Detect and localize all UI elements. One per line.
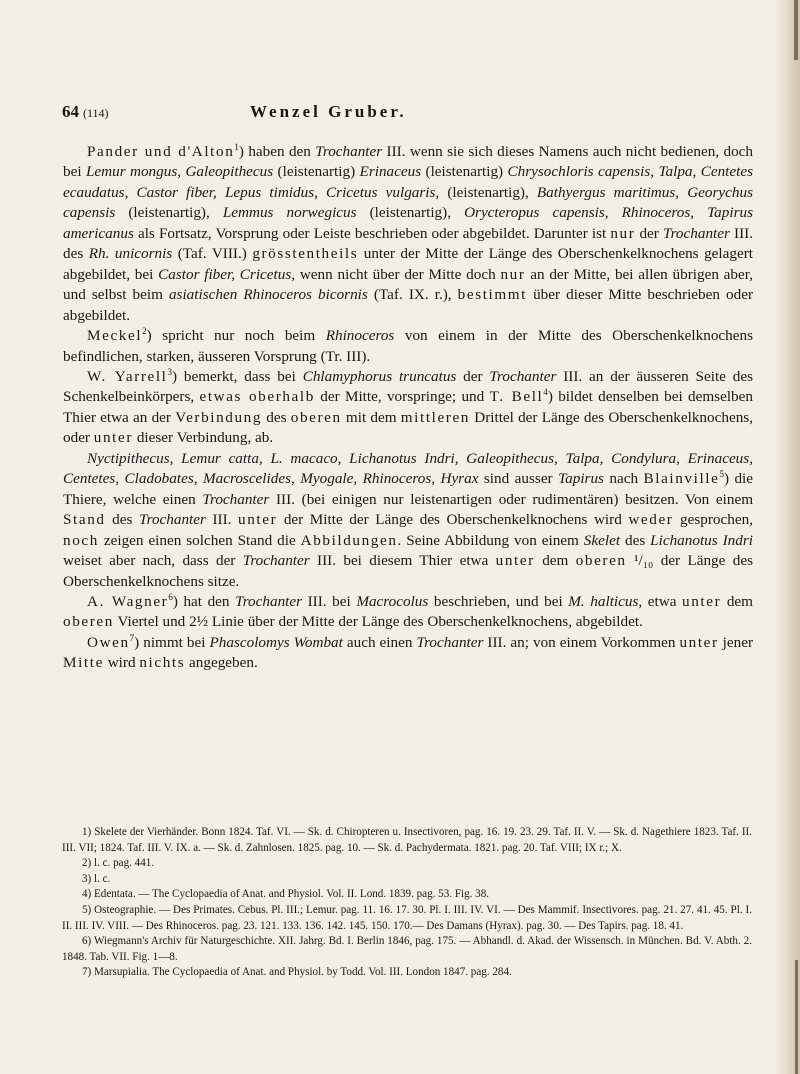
italic-term: Trochanter xyxy=(242,552,310,570)
text-run: angegeben. xyxy=(185,654,258,672)
text-run: des xyxy=(105,511,139,529)
text-run: oberen xyxy=(63,613,114,631)
text-run: des xyxy=(620,531,651,549)
footnote-ref: 3 xyxy=(167,366,172,377)
text-run: nur xyxy=(500,265,526,283)
text-run: Drittel der Länge des Oberschenkelknochens, oder xyxy=(63,408,753,447)
italic-term: Trochanter xyxy=(202,490,270,508)
text-run: Owen xyxy=(87,633,130,651)
footnote: 4) Edentata. — The Cyclopaedia of Anat. and Physiol. Vol. II. Lond. 1839. pag. 53. Fig. 38. xyxy=(82,888,490,901)
text-run: A. Wagner xyxy=(87,592,169,610)
italic-term: Lemmus norwegicus xyxy=(222,204,357,222)
text-run: Verbindung xyxy=(175,408,263,426)
text-run: Mitte xyxy=(63,654,104,672)
page-sub-number: (114) xyxy=(83,106,109,120)
text-run: unter xyxy=(679,633,719,651)
text-run: III. wenn sie sich dieses Namens auch nicht bedienen, doch bei xyxy=(63,143,754,181)
text-run: unter xyxy=(238,511,278,529)
binding-shadow xyxy=(794,0,798,60)
body-paragraph xyxy=(63,367,753,449)
text-run: beschrieben, und bei xyxy=(428,592,569,610)
footnote-ref: 6 xyxy=(168,591,173,602)
text-run: unter xyxy=(93,429,134,447)
text-run: Pander und d'Alton xyxy=(87,143,235,160)
text-run: dem xyxy=(534,552,576,570)
italic-term: Chrysochloris capensis, Talpa, Centetes ecaudatus, Castor fiber, Lepus timidus, Cricetus vulgaris, xyxy=(63,163,753,201)
italic-term: Trochanter xyxy=(489,367,557,385)
italic-term: Tapirus xyxy=(558,470,604,488)
italic-term: Macrocolus xyxy=(356,592,429,610)
text-run: der Mitte, vorspringe; und xyxy=(314,388,490,406)
text-run: III. des xyxy=(63,224,753,263)
italic-term: Phascolomys Wombat xyxy=(209,633,343,651)
text-run: ) bemerkt, dass bei xyxy=(172,367,303,385)
footnote: 2) l. c. pag. 441. xyxy=(82,857,155,870)
text-run: (leistenartig) xyxy=(421,163,508,181)
text-run: der xyxy=(635,224,663,242)
footnote-ref: 7 xyxy=(129,632,135,643)
text-run: unter xyxy=(682,592,722,610)
text-run: zeigen einen solchen Stand die xyxy=(98,531,301,549)
text-run: auch einen xyxy=(342,633,417,651)
text-run: der xyxy=(456,367,490,385)
text-run: unter der Mitte der Länge des Oberschenkelknochens gelagert abgebildet, bei xyxy=(63,245,753,283)
body-paragraph xyxy=(63,633,753,674)
italic-term: Trochanter xyxy=(662,224,730,242)
italic-term: Orycteropus capensis, Rhinoceros, Tapirus americanus xyxy=(63,204,753,242)
text-run: oberen xyxy=(290,408,342,426)
text-run: (leistenartig), xyxy=(115,204,223,222)
text-run: (leistenartig), xyxy=(356,204,465,222)
text-run: an der Mitte, bei allen übrigen aber, und selbst beim xyxy=(63,265,753,304)
text-run: nach xyxy=(603,470,644,488)
text-run: III. bei diesem Thier etwa xyxy=(309,552,496,570)
italic-term: Trochanter xyxy=(315,143,383,160)
text-run: ) haben den xyxy=(238,143,316,160)
text-run: jener xyxy=(718,633,754,651)
footnote: 1) Skelete der Vierhänder. Bonn 1824. Taf. VI. — Sk. d. Chiropteren u. Insectivoren, pag. 16. 19. 23. 29. Taf. II. V. — Sk. d. Nagethiere 1823. Taf. II. III. VII; 1824. Taf. III. V. IX. a. — Sk. d. Zahnlosen. 1825. pag. 10. — Sk. d. Pachydermata. 1821. pag. 20. Taf. VIII; IX r.; X. xyxy=(62,826,752,854)
text-run: (Taf. VIII.) xyxy=(172,245,253,263)
binding-shadow-lower xyxy=(795,960,798,1074)
text-run: wenn nicht über der Mitte doch xyxy=(295,265,501,283)
italic-term: Trochanter xyxy=(235,592,303,610)
footnote-ref: 4 xyxy=(543,387,548,398)
footnote: 3) l. c. xyxy=(82,872,111,885)
text-run: ) hat den xyxy=(172,592,236,610)
italic-term: asiatischen Rhinoceros bicornis xyxy=(168,286,368,304)
text-run: mittleren xyxy=(400,408,470,426)
body-paragraph xyxy=(63,449,753,592)
text-run: der Mitte der Länge des Oberschenkelknochens wird xyxy=(277,511,629,529)
page-header xyxy=(62,102,752,126)
text-run: gesprochen, xyxy=(673,511,753,529)
page-number: 64 (114) xyxy=(62,102,109,121)
text-run: ) nimmt bei xyxy=(134,633,210,651)
text-run: über dieser Mitte beschrieben oder abgebildet. xyxy=(63,286,754,324)
text-run: Viertel und 2½ Linie über der Mitte der Länge des Oberschenkelknochens, abgebildet. xyxy=(113,613,643,631)
italic-term: Rhinoceros xyxy=(325,327,395,345)
text-run: T. Bell xyxy=(489,388,544,406)
text-run: . Seine Abbildung von einem xyxy=(397,531,584,549)
italic-term: Bathyergus maritimus, Georychus capensis xyxy=(63,183,753,222)
text-run: als Fortsatz, Vorsprung oder Leiste beschrieben oder abgebildet. Darunter ist xyxy=(133,224,611,242)
text-run: dieser Verbindung, ab. xyxy=(133,429,274,447)
footnote-ref: 5 xyxy=(719,469,724,480)
text-run: (leistenartig) xyxy=(273,163,360,181)
italic-term: Nyctipithecus, Lemur catta, L. macaco, Lichanotus Indri, Galeopithecus, Talpa, Condylura, Erinaceus, Centetes, Cladobates, Macroscelides, Myogale, Rhinoceros, Hyrax xyxy=(63,449,753,488)
text-run: grösstentheils xyxy=(252,245,359,263)
footnote-ref: 1 xyxy=(234,141,239,152)
italic-term: Chlamyphorus truncatus xyxy=(302,367,457,385)
body-paragraph xyxy=(63,142,753,326)
text-run: nichts xyxy=(139,654,186,672)
text-run: etwas oberhalb xyxy=(199,388,315,406)
italic-term: Lemur mongus, Galeopithecus xyxy=(85,163,274,181)
text-run: dem xyxy=(721,592,753,610)
text-run: Blainville xyxy=(643,470,720,488)
text-run: Stand xyxy=(63,511,106,529)
text-run: von einem in der Mitte des Oberschenkelknochens befindlichen, starken, äusseren Vorsprung (Tr. III). xyxy=(63,327,753,365)
text-run: ) spricht nur noch beim xyxy=(146,327,326,345)
text-run: des xyxy=(262,408,291,426)
italic-term: M. halticus, xyxy=(568,592,643,610)
text-run: unter xyxy=(495,552,535,570)
italic-term: Lichanotus Indri xyxy=(650,531,753,549)
text-run: III. an der äusseren Seite des Schenkelbeinkörpers, xyxy=(63,367,753,406)
running-title: Wenzel Gruber. xyxy=(250,102,407,121)
footnote: 7) Marsupialia. The Cyclopaedia of Anat. and Physiol. by Todd. Vol. III. London 1847. pag. 284. xyxy=(82,966,512,979)
text-run: noch xyxy=(63,531,99,549)
text-run: ¹/₁₀ der Länge des Oberschenkelknochens sitze. xyxy=(63,552,753,590)
text-run: nur xyxy=(610,224,636,242)
italic-term: Rh. unicornis xyxy=(88,245,173,263)
text-run: III. bei xyxy=(302,592,357,610)
italic-term: Castor fiber, Cricetus, xyxy=(158,265,296,283)
page-binding-edge xyxy=(774,0,800,1074)
text-run: mit dem xyxy=(341,408,401,426)
body-paragraph xyxy=(63,326,753,367)
text-run: III. (bei einigen nur leistenartigen oder rudimentären) besitzen. Von einem xyxy=(269,490,754,508)
text-run: Abbildungen xyxy=(300,531,398,549)
footnote: 6) Wiegmann's Archiv für Naturgeschichte. XII. Jahrg. Bd. I. Berlin 1846, pag. 175. — Abhandl. d. Akad. der Wissensch. in München. Bd. V. Abth. 2. 1848. Tab. VII. Fig. 1—8. xyxy=(62,935,752,963)
footnote-ref: 2 xyxy=(142,326,147,337)
body-text xyxy=(63,142,753,674)
text-run: weder xyxy=(628,511,674,529)
text-run: (leistenartig), xyxy=(439,183,537,201)
body-paragraph xyxy=(63,592,753,633)
text-run: bestimmt xyxy=(457,286,528,304)
text-run: sind ausser xyxy=(478,470,559,488)
text-run: weiset aber nach, dass der xyxy=(63,552,243,570)
text-run: III. an; von einem Vorkommen xyxy=(483,633,680,651)
text-run: Meckel xyxy=(87,327,143,345)
text-run: III. xyxy=(205,511,239,529)
italic-term: Skelet xyxy=(583,531,621,549)
text-run: ) die Thiere, welche einen xyxy=(63,470,754,508)
text-run: wird xyxy=(103,654,140,672)
text-run: etwa xyxy=(642,592,683,610)
text-run: W. Yarrell xyxy=(87,367,168,385)
italic-term: Trochanter xyxy=(416,633,484,651)
text-run: oberen xyxy=(575,552,627,570)
text-run: (Taf. IX. r.), xyxy=(367,286,458,304)
footnote: 5) Osteographie. — Des Primates. Cebus. Pl. III.; Lemur. pag. 11. 16. 17. 30. Pl. I. III. IV. VI. — Des Mammif. Insectivores. pag. 21. 27. 41. 45. Pl. I. II. III. IV. VIII. — Des Rhinoceros. pag. 23. 121. 133. 136. 142. 145. 150. 170.— Des Damans (Hyrax). pag. 30. — Des Tapirs. pag. 18. 41. xyxy=(62,903,752,932)
footnotes xyxy=(62,825,752,981)
text-run: ) bildet denselben bei demselben Thier etwa an der xyxy=(63,388,753,426)
italic-term: Erinaceus xyxy=(359,163,422,181)
italic-term: Trochanter xyxy=(138,511,206,529)
